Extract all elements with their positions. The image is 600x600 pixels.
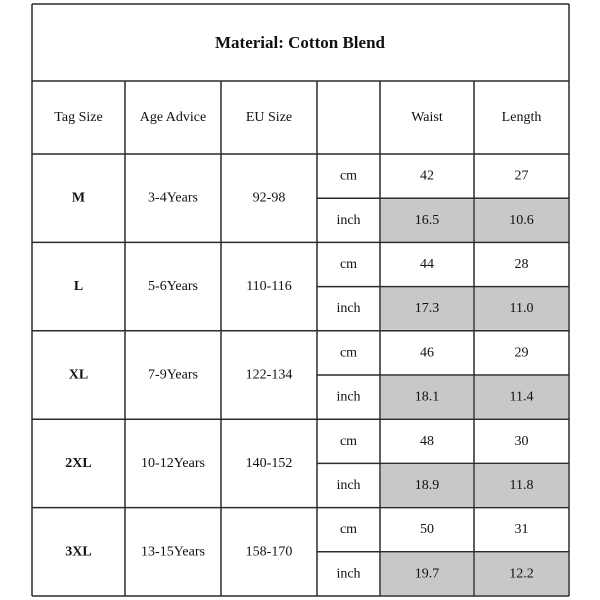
unit-inch: inch [336, 301, 361, 317]
unit-inch: inch [336, 478, 361, 493]
waist-inch: 18.9 [414, 478, 440, 493]
tag-size: L [73, 279, 84, 295]
waist-cm: 50 [420, 522, 434, 538]
age-advice: 7-9Years [148, 367, 198, 383]
unit-inch: inch [336, 212, 361, 228]
header-waist: Waist [411, 110, 443, 125]
waist-inch: 17.3 [414, 301, 440, 317]
unit-inch: inch [336, 566, 361, 582]
length-inch: 12.2 [509, 566, 534, 582]
unit-cm: cm [339, 433, 358, 449]
length-inch: 11.8 [509, 478, 534, 493]
tag-size: 3XL [65, 544, 92, 560]
header-age-advice: Age Advice [139, 110, 207, 125]
waist-cm: 44 [420, 257, 434, 272]
eu-size: 158-170 [245, 544, 293, 560]
eu-size: 92-98 [252, 190, 286, 206]
length-inch: 11.4 [509, 389, 534, 405]
unit-cm: cm [339, 522, 358, 538]
tag-size: M [71, 190, 86, 206]
header-eu-size: EU Size [245, 110, 293, 125]
header-length: Length [501, 110, 542, 125]
waist-inch: 19.7 [414, 566, 440, 582]
waist-cm: 42 [420, 168, 434, 184]
length-inch: 11.0 [509, 301, 534, 317]
eu-size: 110-116 [246, 279, 292, 295]
unit-cm: cm [339, 257, 358, 272]
unit-cm: cm [339, 168, 358, 184]
waist-inch: 18.1 [414, 389, 440, 405]
age-advice: 5-6Years [148, 279, 198, 295]
unit-inch: inch [336, 389, 361, 405]
age-advice: 13-15Years [141, 544, 205, 560]
age-advice: 3-4Years [148, 190, 198, 206]
tag-size: 2XL [65, 455, 92, 471]
waist-inch: 16.5 [414, 212, 440, 228]
unit-cm: cm [339, 345, 358, 361]
table-title: Material: Cotton Blend [215, 33, 385, 52]
length-cm: 31 [514, 522, 529, 538]
tag-size: XL [68, 367, 89, 383]
header-tag-size: Tag Size [54, 110, 103, 125]
eu-size: 122-134 [245, 367, 293, 383]
length-cm: 28 [514, 257, 529, 272]
waist-cm: 48 [420, 433, 434, 449]
length-inch: 10.6 [509, 212, 534, 228]
length-cm: 29 [514, 345, 529, 361]
waist-cm: 46 [420, 345, 434, 361]
length-cm: 30 [514, 433, 529, 449]
length-cm: 27 [514, 168, 529, 184]
age-advice: 10-12Years [141, 455, 205, 471]
eu-size: 140-152 [245, 455, 293, 471]
